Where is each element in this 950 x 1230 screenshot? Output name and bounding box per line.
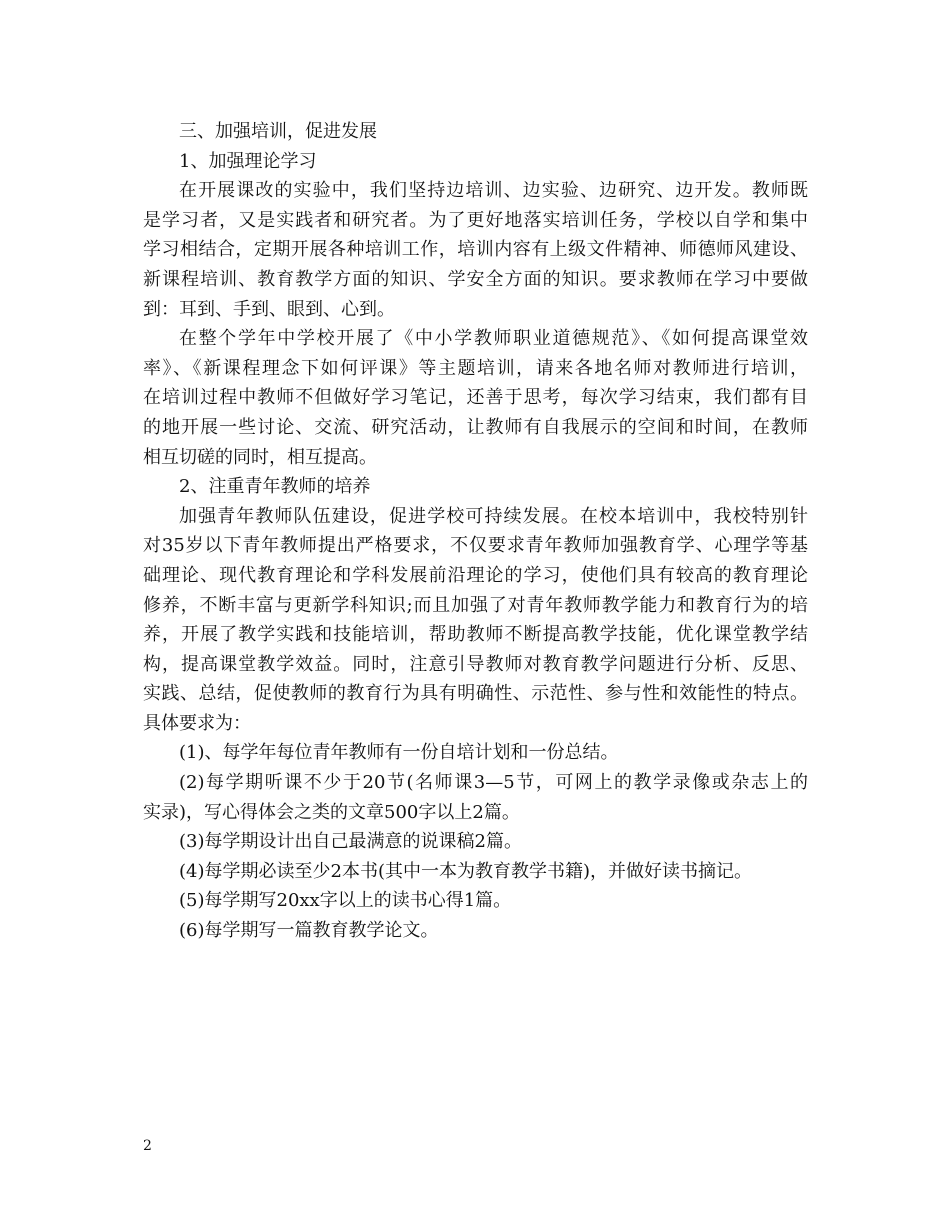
text-line: 2、注重青年教师的培养 (179, 476, 371, 498)
text-line: 学习相结合，定期开展各种培训工作，培训内容有上级文件精神、师德师风建设、 (143, 239, 808, 261)
text-line: (4)每学期必读至少2本书(其中一本为教育教学书籍)，并做好读书摘记。 (179, 860, 752, 882)
text-line: (3)每学期设计出自己最满意的说课稿2篇。 (179, 831, 522, 853)
text-line: 在培训过程中教师不但做好学习笔记，还善于思考，每次学习结束，我们都有目 (143, 387, 808, 409)
document-body (143, 117, 808, 946)
text-line: (6)每学期写一篇教育教学论文。 (179, 920, 439, 942)
text-line: (5)每学期写20xx字以上的读书心得1篇。 (179, 890, 512, 912)
text-line: 的地开展一些讨论、交流、研究活动，让教师有自我展示的空间和时间，在教师 (143, 416, 808, 438)
text-line: 实践、总结，促使教师的教育行为具有明确性、示范性、参与性和效能性的特点。 (143, 683, 808, 705)
text-line: 具体要求为： (143, 712, 251, 734)
page-number: 2 (143, 1138, 152, 1154)
text-line: 在开展课改的实验中，我们坚持边培训、边实验、边研究、边开发。教师既 (179, 180, 808, 202)
text-line: 1、加强理论学习 (179, 150, 317, 172)
text-line: 到：耳到、手到、眼到、心到。 (143, 298, 395, 320)
text-line: 础理论、现代教育理论和学科发展前沿理论的学习，使他们具有较高的教育理论 (143, 564, 808, 586)
text-line: 养，开展了教学实践和技能培训，帮助教师不断提高教学技能，优化课堂教学结 (143, 624, 808, 646)
text-line: (2)每学期听课不少于20节(名师课3—5节，可网上的教学录像或杂志上的 (179, 772, 808, 794)
text-line: 构，提高课堂教学效益。同时，注意引导教师对教育教学问题进行分析、反思、 (143, 653, 808, 675)
text-line: 是学习者，又是实践者和研究者。为了更好地落实培训任务，学校以自学和集中 (143, 209, 808, 231)
text-line: 率》、《新课程理念下如何评课》等主题培训，请来各地名师对教师进行培训， (143, 357, 808, 379)
text-line: 在整个学年中学校开展了《中小学教师职业道德规范》、《如何提高课堂效 (179, 328, 808, 350)
text-line: 加强青年教师队伍建设，促进学校可持续发展。在校本培训中，我校特别针 (179, 505, 808, 527)
text-line: (1)、每学年每位青年教师有一份自培计划和一份总结。 (179, 742, 619, 764)
text-line: 相互切磋的同时，相互提高。 (143, 446, 377, 468)
text-line: 对35岁以下青年教师提出严格要求，不仅要求青年教师加强教育学、心理学等基 (143, 535, 808, 557)
text-line: 新课程培训、教育教学方面的知识、学安全方面的知识。要求教师在学习中要做 (143, 268, 808, 290)
text-line: 实录)，写心得体会之类的文章500字以上2篇。 (143, 801, 520, 823)
text-line: 三、加强培训，促进发展 (179, 121, 377, 142)
text-line: 修养，不断丰富与更新学科知识;而且加强了对青年教师教学能力和教育行为的培 (143, 594, 808, 616)
